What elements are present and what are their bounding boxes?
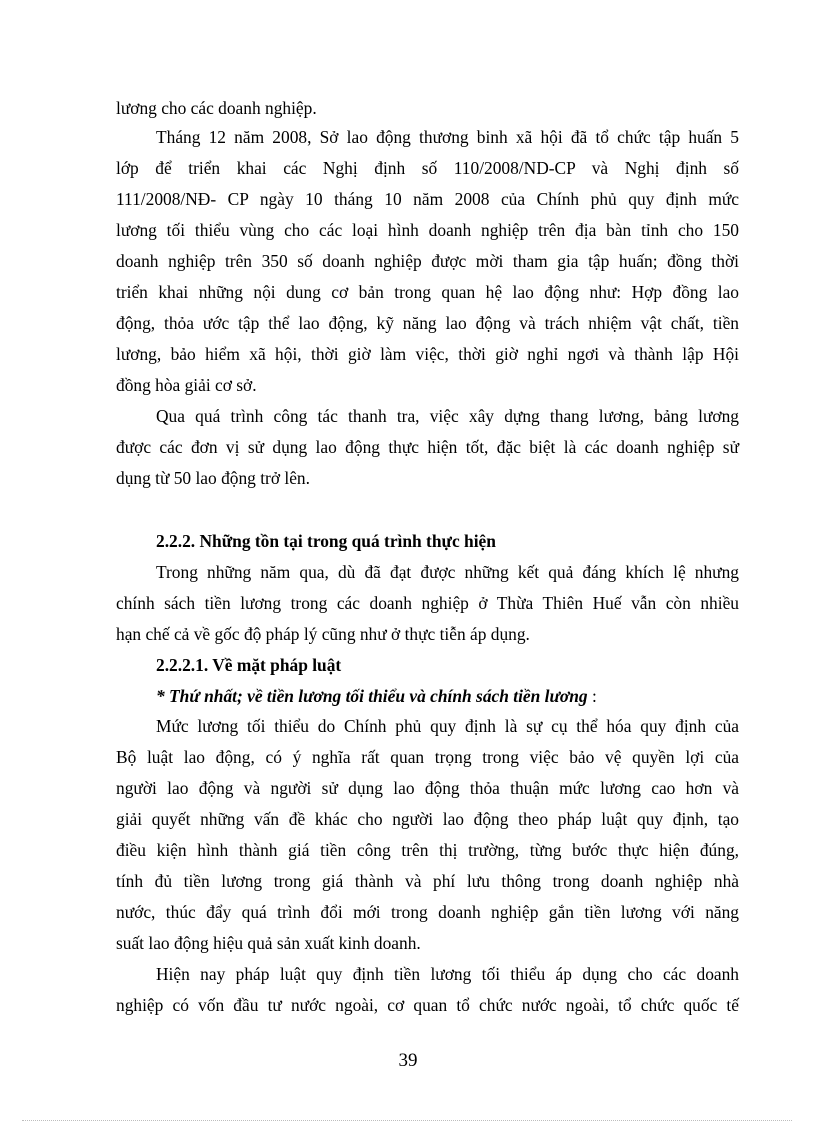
text-line: triển khai những nội dung cơ bản trong quan hệ lao động như: Hợp đồng lao [116, 282, 739, 302]
text-line: Qua quá trình công tác thanh tra, việc xây dựng thang lương, bảng lương [156, 406, 739, 426]
text-line: động, thỏa ước tập thể lao động, kỹ năng lao động và trách nhiệm vật chất, tiền [116, 313, 739, 333]
item-heading-colon: : [591, 686, 597, 706]
page-number: 39 [398, 1050, 418, 1071]
text-line: 111/2008/NĐ- CP ngày 10 tháng 10 năm 2008 của Chính phủ quy định mức [116, 189, 739, 209]
text-line: tính đủ tiền lương trong giá thành và phí lưu thông trong doanh nghiệp nhà [116, 871, 739, 891]
text-line: giải quyết những vấn đề khác cho người lao động theo pháp luật quy định, tạo [116, 809, 739, 829]
text-line: điều kiện hình thành giá tiền công trên thị trường, từng bước thực hiện đúng, [116, 840, 739, 860]
text-line: lương, bảo hiểm xã hội, thời giờ làm việc, thời giờ nghỉ ngơi và thành lập Hội [116, 344, 739, 364]
text-line: Bộ luật lao động, có ý nghĩa rất quan trọng trong việc bảo vệ quyền lợi của [116, 747, 739, 767]
text-line: chính sách tiền lương trong các doanh nghiệp ở Thừa Thiên Huế vẫn còn nhiều [116, 593, 739, 613]
text-line: lương tối thiểu vùng cho các loại hình doanh nghiệp trên địa bàn tỉnh cho 150 [116, 220, 739, 240]
section-heading: 2.2.2. Những tồn tại trong quá trình thực hiện [156, 531, 496, 551]
text-line: Hiện nay pháp luật quy định tiền lương tối thiểu áp dụng cho các doanh [156, 964, 739, 984]
text-line: Trong những năm qua, dù đã đạt được những kết quả đáng khích lệ nhưng [156, 562, 739, 582]
subsection-heading: 2.2.2.1. Về mặt pháp luật [156, 655, 342, 675]
text-line: đồng hòa giải cơ sở. [116, 375, 257, 395]
text-line: dụng từ 50 lao động trở lên. [116, 468, 310, 488]
text-line: doanh nghiệp trên 350 số doanh nghiệp được mời tham gia tập huấn; đồng thời [116, 251, 739, 271]
text-line: được các đơn vị sử dụng lao động thực hiện tốt, đặc biệt là các doanh nghiệp sử [116, 437, 739, 457]
text-line: hạn chế cả về gốc độ pháp lý cũng như ở thực tiễn áp dụng. [116, 624, 530, 644]
text-line: lớp để triển khai các Nghị định số 110/2008/ND-CP và Nghị định số [116, 158, 739, 178]
text-line: nghiệp có vốn đầu tư nước ngoài, cơ quan tổ chức nước ngoài, tổ chức quốc tế [116, 995, 739, 1015]
text-line: nước, thúc đẩy quá trình đổi mới trong doanh nghiệp gắn tiền lương với năng [116, 902, 739, 922]
text-line: suất lao động hiệu quả sản xuất kinh doanh. [116, 933, 421, 953]
item-heading [156, 684, 597, 708]
text-line: người lao động và người sử dụng lao động thỏa thuận mức lương cao hơn và [116, 778, 739, 798]
item-heading-text: * Thứ nhất; về tiền lương tối thiểu và chính sách tiền lương [156, 686, 588, 706]
text-line: lương cho các doanh nghiệp. [116, 98, 317, 118]
text-line: Mức lương tối thiểu do Chính phủ quy định là sự cụ thể hóa quy định của [156, 716, 739, 736]
footer-divider [22, 1120, 792, 1121]
text-line: Tháng 12 năm 2008, Sở lao động thương binh xã hội đã tổ chức tập huấn 5 [156, 127, 739, 147]
